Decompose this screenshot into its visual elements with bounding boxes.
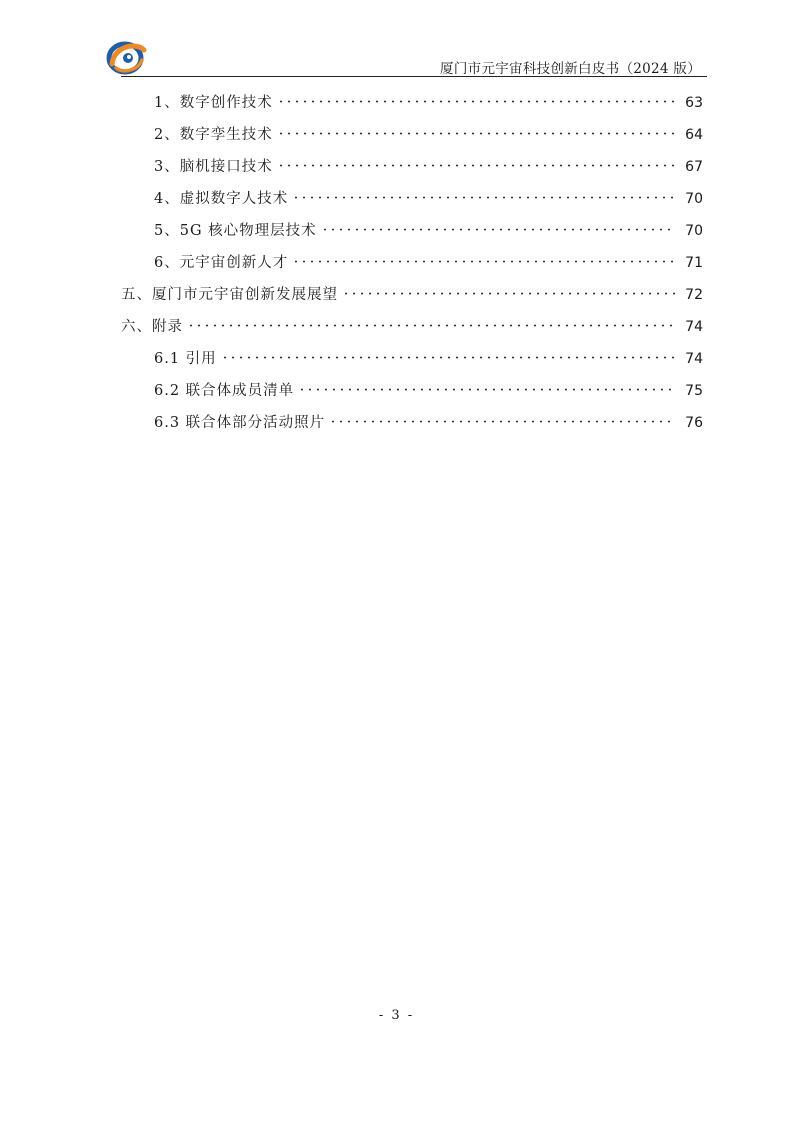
toc-dot-leader <box>321 228 675 231</box>
toc-entry[interactable] <box>121 87 703 119</box>
toc-entry[interactable] <box>121 279 703 311</box>
toc-entry-label: 2、数字孪生技术 <box>154 127 273 143</box>
page-number: - 3 - <box>378 1008 415 1023</box>
toc-entry-label: 5、5G 核心物理层技术 <box>154 223 317 239</box>
toc-dot-leader <box>277 132 675 135</box>
toc-entry-label: 五、厦门市元宇宙创新发展展望 <box>121 287 338 303</box>
page-header <box>0 0 793 80</box>
header-divider <box>121 76 707 77</box>
toc-dot-leader <box>221 356 675 359</box>
toc-entry-label: 4、虚拟数字人技术 <box>154 191 289 207</box>
toc-entry[interactable] <box>121 407 703 439</box>
toc-entry-label: 6.1 引用 <box>154 351 217 367</box>
toc-dot-leader <box>342 292 675 295</box>
toc-dot-leader <box>187 324 675 327</box>
toc-entry[interactable] <box>121 343 703 375</box>
toc-entry[interactable] <box>121 311 703 343</box>
toc-entry[interactable] <box>121 247 703 279</box>
toc-entry-page-number: 63 <box>685 95 703 111</box>
document-title: 厦门市元宇宙科技创新白皮书（2024 版） <box>440 61 701 77</box>
toc-entry-page-number: 70 <box>685 223 703 239</box>
toc-entry-page-number: 67 <box>685 159 703 175</box>
toc-entry-page-number: 72 <box>685 287 703 303</box>
toc-entry[interactable] <box>121 375 703 407</box>
toc-entry-label: 6.3 联合体部分活动照片 <box>154 415 326 431</box>
toc-entry-label: 6.2 联合体成员清单 <box>154 383 295 399</box>
toc-entry-page-number: 74 <box>685 319 703 335</box>
toc-entry-label: 1、数字创作技术 <box>154 95 273 111</box>
toc-entry[interactable] <box>121 183 703 215</box>
toc-dot-leader <box>329 420 675 423</box>
toc-dot-leader <box>292 196 675 199</box>
toc-entry[interactable] <box>121 119 703 151</box>
toc-entry[interactable] <box>121 151 703 183</box>
toc-dot-leader <box>292 260 675 263</box>
toc-entry-page-number: 71 <box>685 255 703 271</box>
toc-dot-leader <box>277 100 675 103</box>
toc-entry[interactable] <box>121 215 703 247</box>
toc-entry-page-number: 74 <box>685 351 703 367</box>
toc-entry-label: 六、附录 <box>121 319 183 335</box>
toc-entry-page-number: 76 <box>685 415 703 431</box>
toc-entry-page-number: 64 <box>685 127 703 143</box>
toc-dot-leader <box>298 388 675 391</box>
toc-entry-label: 6、元宇宙创新人才 <box>154 255 289 271</box>
table-of-contents <box>121 87 703 439</box>
circular-swoosh-logo-icon <box>104 38 148 76</box>
toc-entry-page-number: 75 <box>685 383 703 399</box>
toc-entry-label: 3、脑机接口技术 <box>154 159 273 175</box>
toc-dot-leader <box>277 164 675 167</box>
toc-entry-page-number: 70 <box>685 191 703 207</box>
